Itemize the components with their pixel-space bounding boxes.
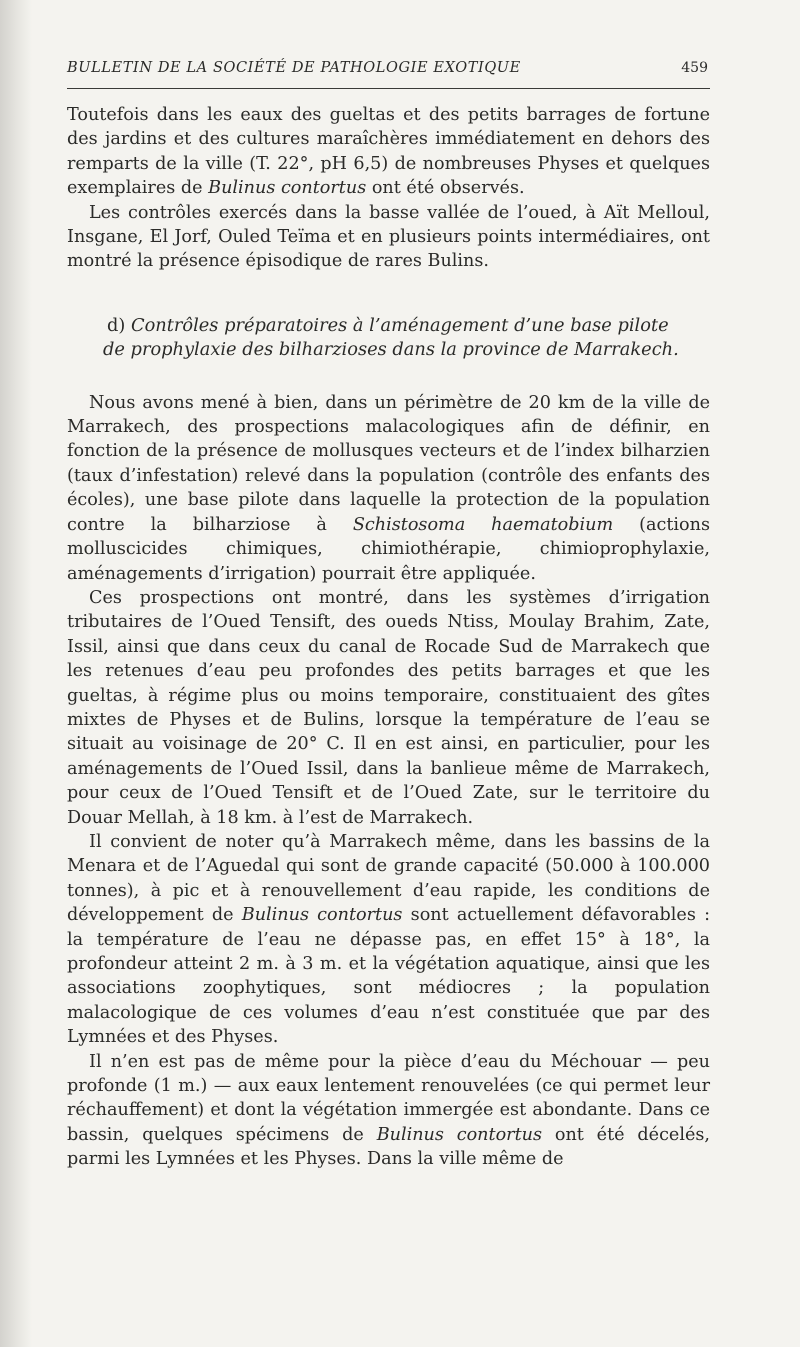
running-header xyxy=(67,60,710,86)
paragraph xyxy=(67,391,710,586)
book-spine-shadow xyxy=(0,0,32,1347)
species-name: Schistosoma haematobium xyxy=(352,514,614,535)
paragraph-text: Ces prospections ont montré, dans les systèmes d’irrigation tributaires de l’Oued Tensift, des oueds Ntiss, Moulay Brahim, Zate, Issil, ainsi que dans ceux du canal de Rocade Sud de Marrakech que les retenues d’eau peu profondes des petits barrages et que les gueltas, à régime plus ou moins temporaire, constituaient des gîtes mixtes de Physes et de Bulins, lorsque la température de l’eau se situait au voisinage de 20° C. Il en est ainsi, en particulier, pour les aménagements de l’Oued Issil, dans la banlieue même de Marrakech, pour ceux de l’Oued Tensift et de l’Oued Zate, sur le territoire du Douar Mellah, à 18 km. à l’est de Marrakech. xyxy=(67,587,710,828)
paragraph xyxy=(67,201,710,274)
document-page xyxy=(67,60,710,1172)
body-text xyxy=(67,103,710,1172)
paragraph-text: ont été décelés, parmi les Lymnées et les Physes. Dans la ville même de xyxy=(67,1124,711,1170)
paragraph-text: Il convient de noter qu’à Marrakech même, dans les bassins de la Menara et de l’Aguedal qui sont de grande capacité (50.000 à 100.000 tonnes), à pic et à renouvellement d’eau rapide, les conditions de développement de xyxy=(67,831,710,926)
species-name: Bulinus contortus xyxy=(208,178,367,199)
page-number: 459 xyxy=(681,60,708,76)
paragraph-text: Il n’en est pas de même pour la pièce d’eau du Méchouar — peu profonde (1 m.) — aux eaux lentement renouvelées (ce qui permet leur réchauffement) et dont la végétation immergée est abondante. Dans ce bassin, quelques spécimens de xyxy=(67,1051,710,1145)
species-name: Bulinus contortus xyxy=(376,1124,543,1145)
paragraph xyxy=(67,830,710,1050)
running-title: BULLETIN DE LA SOCIÉTÉ DE PATHOLOGIE EXOTIQUE xyxy=(67,60,521,76)
paragraph xyxy=(67,1050,710,1172)
section-title-part-1: Contrôles préparatoires à l’aménagement d’une base pilote xyxy=(130,314,669,336)
paragraph-text: ont été observés. xyxy=(366,178,525,199)
paragraph-text: Toutefois dans les eaux des gueltas et des petits barrages de fortune des jardins et des cultures maraîchères immédiatement en dehors des remparts de la ville (T. 22°, pH 6,5) de nombreuses Physes et quelques exemplaires de xyxy=(67,105,710,199)
paragraph xyxy=(67,586,710,830)
section-heading-line-2 xyxy=(67,338,710,362)
paragraph-text: sont actuellement défavorables : la température de l’eau ne dépasse pas, en effet 15° à 18°, la profondeur atteint 2 m. à 3 m. et la végétation aquatique, ainsi que les associations zoophytiques, sont médiocres ; la population malacologique de ces volumes d’eau n’est constituée que par des Lymnées et des Physes. xyxy=(67,905,710,1048)
section-title-part-2: de prophylaxie des bilharzioses dans la province de Marrakech. xyxy=(103,339,679,361)
paragraph-text: Les contrôles exercés dans la basse vallée de l’oued, à Aït Melloul, Insgane, El Jorf, Ouled Teïma et en plusieurs points intermédiaires, ont montré la présence épisodique de rares Bulins. xyxy=(67,202,710,272)
paragraph xyxy=(67,103,710,201)
header-rule xyxy=(67,88,710,89)
section-heading-line-1 xyxy=(67,314,710,338)
section-heading xyxy=(67,314,710,363)
paragraph-text: (actions molluscicides chimiques, chimiothérapie, chimioprophylaxie, aménagements d’irrigation) pourrait être appliquée. xyxy=(67,514,710,584)
section-label: d) xyxy=(107,314,131,336)
paragraph-text: Nous avons mené à bien, dans un périmètre de 20 km de la ville de Marrakech, des prospections malacologiques afin de définir, en fonction de la présence de mollusques vecteurs et de l’index bilharzien (taux d’infestation) relevé dans la population (contrôle des enfants des écoles), une base pilote dans laquelle la protection de la population contre la bilharziose à xyxy=(67,392,710,535)
species-name: Bulinus contortus xyxy=(241,905,403,926)
